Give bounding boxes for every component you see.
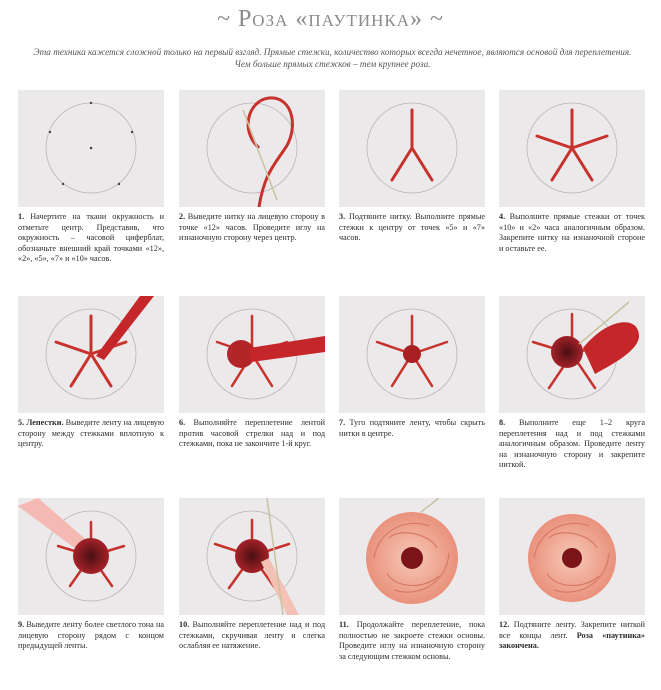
step-caption: 9. Выведите ленту более светлого тона на лицевую сторону рядом с концом предыдущей ленты.: [18, 620, 165, 651]
step-photo: [179, 296, 325, 413]
step-photo: [18, 90, 164, 207]
step-photo: [179, 90, 325, 207]
intro-text: Эта техника кажется сложной только на первый взгляд. Прямые стежки, количество которых всегда нечетное, являются основой для переплетения. Чем больше прямых стежков – тем крупнее роза.: [33, 47, 632, 69]
step-caption: 12. Подтяните ленту. Закрепите ниткой все концы лент. Роза «паутинка» закончена.: [499, 620, 645, 651]
step-photo: [179, 498, 325, 615]
step-photo: [499, 90, 645, 207]
page-title: ~ Роза «паутинка» ~: [216, 6, 445, 32]
step-photo: [339, 90, 485, 207]
step-caption: 10. Выполняйте переплетение над и под стежками, скручивая ленту и слегка ослабляя ее натяжение.: [179, 620, 326, 651]
step-photo: [18, 498, 164, 615]
step-photo: [499, 498, 645, 615]
step-caption: 11. Продолжайте переплетение, пока полностью не закроете стежки основы. Проведите иглу на изнаночную сторону за следующим стежком основы.: [339, 620, 486, 661]
step-caption: 3. Подтяните нитку. Выполните прямые стежки к центру от точек «5» и «7» часов.: [339, 212, 485, 243]
step-photo: [339, 498, 485, 615]
step-caption: 4. Выполните прямые стежки от точек «10» и «2» часа аналогичным образом. Закрепите нитку на изнаночной стороне и оставьте ее.: [499, 212, 645, 253]
step-caption: 1. Начертите на ткани окружность и отметьте центр. Представив, что окружность – часовой циферблат, обозначьте внешний край точками «12», «2», «5», «7» и «10» часов.: [18, 212, 165, 264]
step-caption: 5. Лепестки. Выведите ленту на лицевую сторону между стежками вплотную к центру.: [18, 418, 164, 449]
step-photo: [499, 296, 645, 413]
step-photo: [18, 296, 164, 413]
step-caption: 6. Выполняйте переплетение лентой против часовой стрелки над и под стежками, пока не закончите 1-й круг.: [179, 418, 325, 449]
step-photo: [339, 296, 485, 413]
step-caption: 2. Выведите нитку на лицевую сторону в точке «12» часов. Проведите иглу на изнаночную сторону через центр.: [179, 212, 325, 243]
step-caption: 7. Туго подтяните ленту, чтобы скрыть нитки в центре.: [339, 418, 485, 438]
step-caption: 8. Выполните еще 1–2 круга переплетения над и под стежками аналогичным образом. Проведите ленту на изнаночную сторону и закрепите ниткой.: [499, 418, 645, 470]
